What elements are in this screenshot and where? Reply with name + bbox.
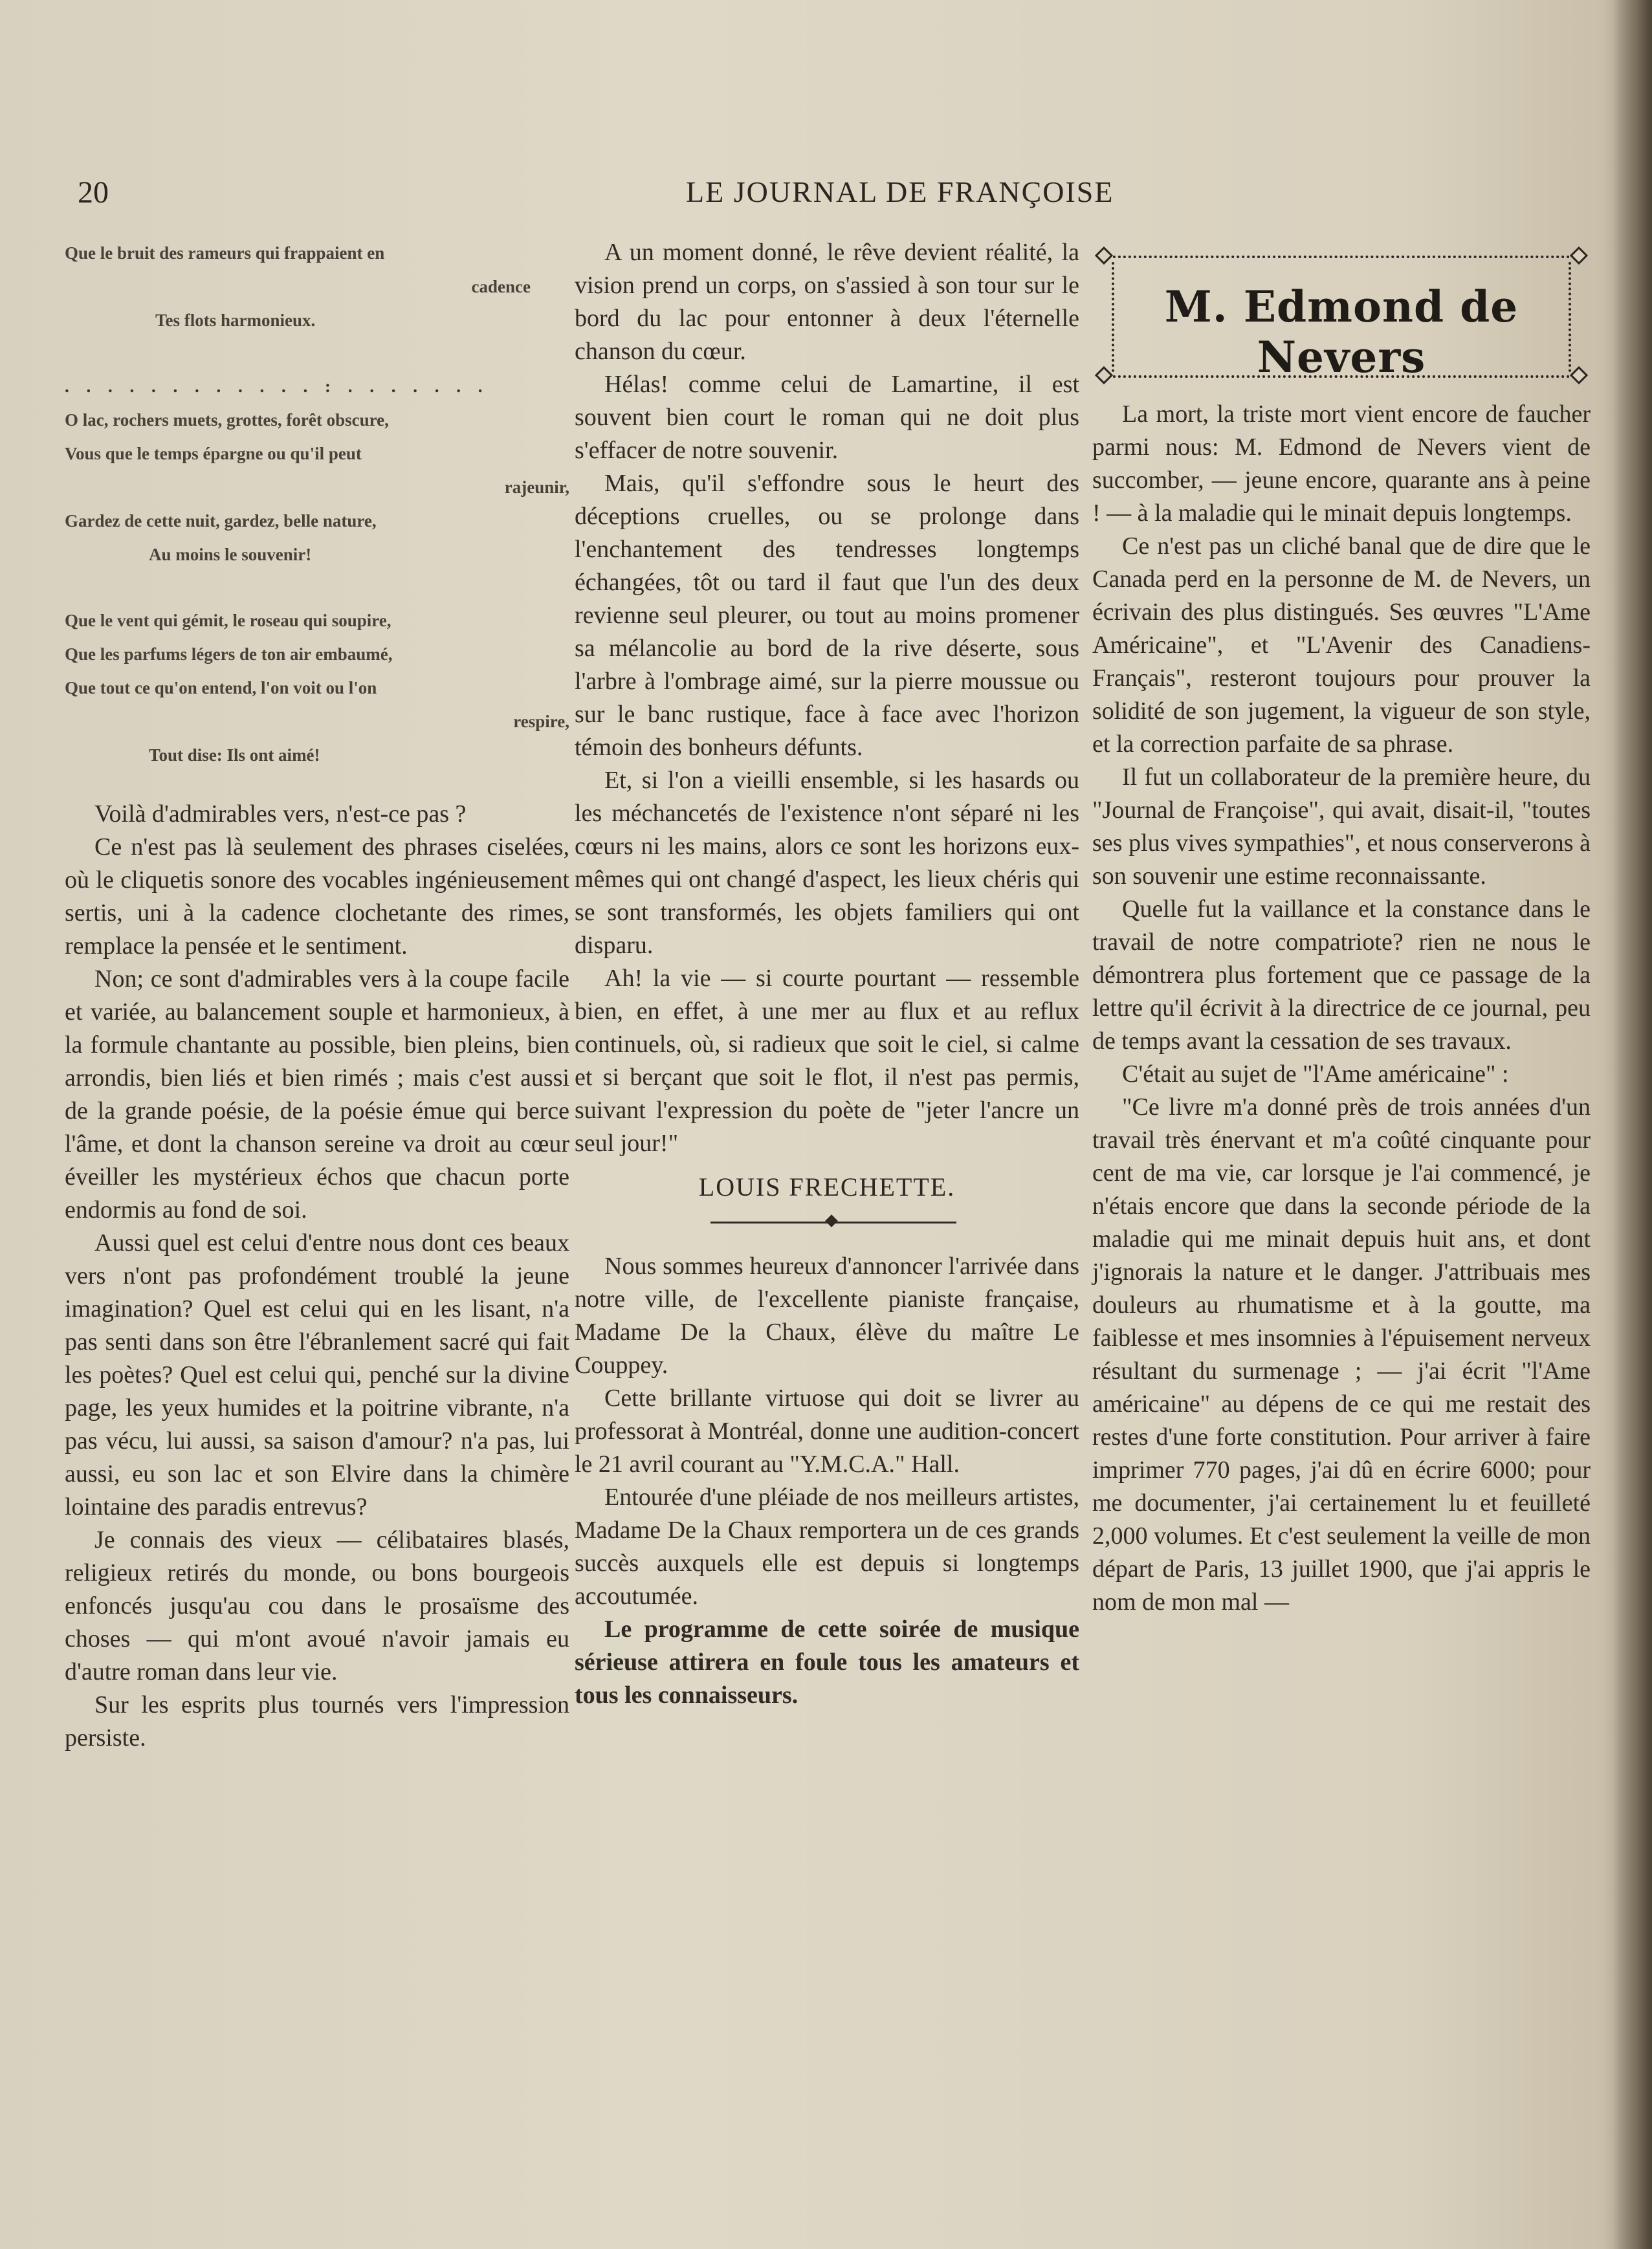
column-middle xyxy=(575,236,1079,1712)
paragraph: "Ce livre m'a donné près de trois années d'un travail très énervant et m'a coûté cinquante pour cent de ma vie, car lorsque je l'ai commencé, je n'étais encore que dans la seconde période de la maladie qui me minait depuis huit ans, et dont j'ignorais la nature et le danger. J'attribuais mes douleurs au rhumatisme et à la goutte, ma faiblesse et mes insomnies à l'épuisement nerveux résultant du surmenage ; — j'ai écrit "l'Ame américaine" au dépens de ce qui me restait des restes d'une forte constitution. Pour arriver à faire imprimer 770 pages, j'ai dû en écrire 6000; pour me documenter, j'ai certainement lu et feuilleté 2,000 volumes. Et c'est seulement la veille de mon départ de Paris, 13 juillet 1900, que j'ai appris le nom de mon mal — xyxy=(1092,1093,1591,1616)
binding-shadow xyxy=(1613,0,1652,2249)
author-signature: LOUIS FRECHETTE. xyxy=(698,1172,956,1201)
paragraph: Ce n'est pas un cliché banal que de dire que le Canada perd en la personne de M. de Nevers, un écrivain des plus distingués. Ses œuvres "L'Ame Américaine", et "L'Avenir des Canadiens-Français", resteront toujours pour prouver la solidité de son jugement, la vigueur de son style, et la correction parfaite de sa phrase. xyxy=(1092,532,1591,758)
frame-border xyxy=(1112,262,1114,372)
frame-border xyxy=(1108,256,1575,258)
obituary-body xyxy=(1092,398,1591,1619)
paragraph: Nous sommes heureux d'annoncer l'arrivée dans notre ville, de l'excellente pianiste française, Madame De la Chaux, élève du maître Le Couppey. xyxy=(575,1253,1079,1379)
paragraph: Mais, qu'il s'effondre sous le heurt des déceptions cruelles, ou se prolonge dans l'enchantement des tendresses longtemps échangées, tôt ou tard il faut que l'un des deux revienne seul pleurer, ou tout au moins promener sa mélancolie au bord de la rive déserte, sous l'arbre à l'ombrage aimé, sur la pierre moussue ou sur le banc rustique, face à face avec l'horizon témoin des bonheurs défunts. xyxy=(575,470,1079,761)
poem-line: Gardez de cette nuit, gardez, belle nature, xyxy=(65,511,377,531)
article-body xyxy=(65,798,569,1755)
frame-border xyxy=(1569,262,1571,372)
announcement-body xyxy=(575,1250,1079,1712)
corner-ornament-icon xyxy=(1095,247,1113,265)
poem-line: Que tout ce qu'on entend, l'on voit ou l'on xyxy=(65,678,377,697)
paragraph: Aussi quel est celui d'entre nous dont ces beaux vers n'ont pas profondément troublé la jeune imagination? Quel est celui qui en les lisant, n'a pas senti dans son être l'ébranlement sacré qui fait les poètes? Quel est celui qui, penché sur la divine page, les yeux humides et la poitrine vibrante, n'a pas vécu, lui aussi, sa saison d'amour? n'a pas, lui aussi, eu son lac et son Elvire dans la chimère lointaine des paradis entrevus? xyxy=(65,1229,569,1520)
column-left xyxy=(65,236,569,1755)
page-number: 20 xyxy=(78,175,109,210)
paragraph: Quelle fut la vaillance et la constance dans le travail de notre compatriote? rien ne nous le démontrera plus fortement que ce passage de la lettre qu'il écrivit à la directrice de ce journal, peu de temps avant la cessation de ses travaux. xyxy=(1092,895,1591,1055)
poem-line: Que le vent qui gémit, le roseau qui soupire, xyxy=(65,611,391,630)
running-title: LE JOURNAL DE FRANÇOISE xyxy=(686,175,1114,208)
poem-line: rajeunir, xyxy=(504,477,569,497)
paragraph: Ce n'est pas là seulement des phrases ciselées, où le cliquetis sonore des vocables ingénieusement sertis, uni à la cadence clochetante des rimes, remplace la pensée et le sentiment. xyxy=(65,833,569,960)
poem-line: Vous que le temps épargne ou qu'il peut xyxy=(65,444,362,463)
poem-line: Au moins le souvenir! xyxy=(149,545,312,564)
poem-line: Que le bruit des rameurs qui frappaient en xyxy=(65,243,385,263)
paragraph: Ah! la vie — si courte pourtant — ressemble bien, en effet, à une mer au flux et au reflux continuels, où, si radieux que soit le ciel, si calme et si berçant que soit le flot, il n'est pas permis, suivant l'expression du poète de "jeter l'ancre un seul jour!" xyxy=(575,965,1079,1157)
poem-line: Tout dise: Ils ont aimé! xyxy=(149,745,320,765)
divider-ornament xyxy=(825,1214,838,1227)
paragraph: Cette brillante virtuose qui doit se livrer au professorat à Montréal, donne une audition-concert le 21 avril courant au "Y.M.C.A." Hall. xyxy=(575,1385,1079,1478)
paragraph: Non; ce sont d'admirables vers à la coupe facile et variée, au balancement souple et harmonieux, à la formule chantante au possible, bien pleins, bien arrondis, bien liés et bien rimés ; mais c'est aussi de la grande poésie, de la poésie émue qui berce l'âme, et dont la chanson sereine va droit au cœur éveiller les mystérieux échos que chacun porte endormis au fond de soi. xyxy=(65,965,569,1223)
paragraph: Voilà d'admirables vers, n'est-ce pas ? xyxy=(94,800,467,828)
obituary-title: M. Edmond de Nevers xyxy=(1164,281,1519,382)
article-body xyxy=(575,236,1079,1160)
poem-line: Tes flots harmonieux. xyxy=(155,311,316,330)
paragraph: Entourée d'une pléiade de nos meilleurs artistes, Madame De la Chaux remportera un de ces grands succès auxquels elle est depuis si longtemps accoutumée. xyxy=(575,1484,1079,1610)
paragraph: Il fut un collaborateur de la première heure, du "Journal de Françoise", qui avait, disait-il, "toutes ses plus vives sympathies", et nous conserverons à son souvenir une estime reconnaissante. xyxy=(1092,763,1591,890)
section-divider xyxy=(575,1209,1079,1234)
obituary-title-frame xyxy=(1092,236,1591,385)
corner-ornament-icon xyxy=(1570,247,1588,265)
paragraph: C'était au sujet de "l'Ame américaine" : xyxy=(1122,1060,1509,1088)
corner-ornament-icon xyxy=(1570,366,1588,384)
paragraph: Et, si l'on a vieilli ensemble, si les hasards ou les méchancetés de l'existence n'ont séparé ni les cœurs ni les mains, alors ce sont les horizons eux-mêmes qui ont changé d'aspect, les lieux chéris qui se sont transformés, les objets familiers qui ont disparu. xyxy=(575,767,1079,959)
poem-line: cadence xyxy=(471,277,531,296)
poem-line: Que les parfums légers de ton air embaumé, xyxy=(65,644,393,664)
poem-line: O lac, rochers muets, grottes, forêt obscure, xyxy=(65,410,389,430)
poem-separator: . . . . . . . . . . . . : . . . . . . . xyxy=(65,377,489,396)
poem-line: respire, xyxy=(513,712,569,731)
corner-ornament-icon xyxy=(1095,366,1113,384)
paragraph: Le programme de cette soirée de musique sérieuse attirera en foule tous les amateurs et tous les connaisseurs. xyxy=(575,1616,1079,1709)
page-header xyxy=(78,175,1585,220)
column-right xyxy=(1092,236,1591,1619)
poem-quote xyxy=(65,236,569,772)
paragraph: Hélas! comme celui de Lamartine, il est souvent bien court le roman qui ne doit plus s'effacer de notre souvenir. xyxy=(575,371,1079,464)
paragraph: Je connais des vieux — célibataires blasés, religieux retirés du monde, ou bons bourgeois enfoncés jusqu'au cou dans le prosaïsme des choses — qui m'ont avoué n'avoir jamais eu d'autre roman dans leur vie. xyxy=(65,1526,569,1685)
paragraph: Sur les esprits plus tournés vers l'impression persiste. xyxy=(65,1691,569,1751)
paragraph: La mort, la triste mort vient encore de faucher parmi nous: M. Edmond de Nevers vient de succomber, — jeune encore, quarante ans à peine ! — à la maladie qui le minait depuis longtemps. xyxy=(1092,400,1591,527)
paragraph: A un moment donné, le rêve devient réalité, la vision prend un corps, on s'assied à son tour sur le bord du lac pour entonner à deux l'éternelle chanson du cœur. xyxy=(575,239,1079,365)
